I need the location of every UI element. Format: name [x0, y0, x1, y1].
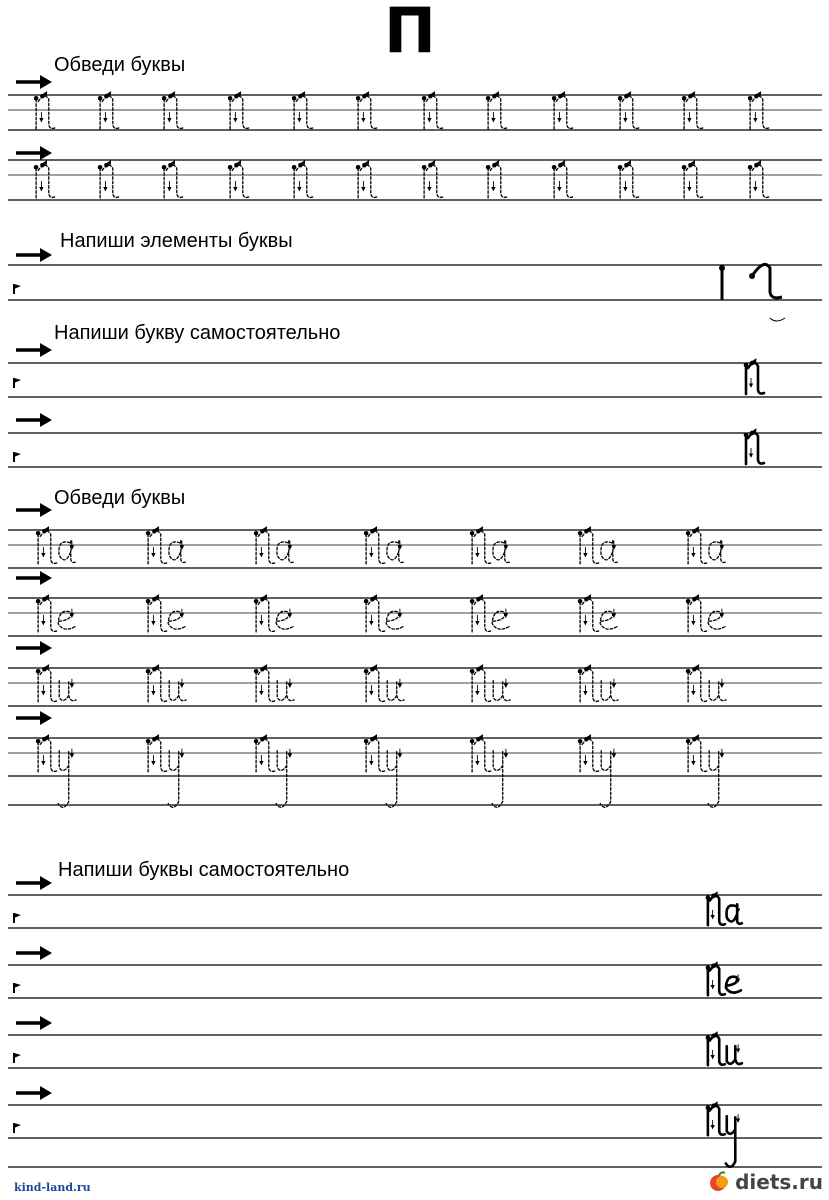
start-dot: [749, 273, 755, 279]
stroke-right: [474, 531, 491, 563]
section-title-trace-1: Обведи буквы: [54, 54, 186, 76]
letter-p-glyph: [470, 527, 491, 564]
trace-letter-p: [552, 161, 573, 198]
stroke-right: [710, 966, 725, 995]
vowel-stroke: [600, 611, 617, 629]
start-dot: [422, 165, 427, 170]
stroke-right: [38, 165, 55, 197]
start-dot: [706, 1105, 711, 1110]
start-dot: [36, 599, 41, 604]
arrow-right-icon: [16, 343, 52, 357]
stroke-right: [426, 165, 443, 197]
stroke-right: [690, 669, 707, 701]
letter-p-glyph: [254, 595, 275, 632]
letter-p-glyph: [364, 595, 385, 632]
page-title-letter: П: [384, 0, 436, 67]
start-dot: [748, 96, 753, 101]
letter-p-glyph: [706, 1032, 725, 1065]
letter-p-glyph: [146, 595, 167, 632]
start-dot: [486, 165, 491, 170]
stroke-right: [474, 669, 491, 701]
vowel-stroke: [59, 681, 76, 701]
start-dot: [146, 739, 151, 744]
vowel-stroke: [709, 681, 726, 701]
arrow-right-icon: [16, 75, 52, 89]
vowel-stroke: [386, 611, 403, 629]
arrow-right-icon: [16, 571, 52, 585]
trace-letter-p: [162, 161, 183, 198]
arrow-head: [40, 571, 52, 585]
letter-p-glyph: [36, 665, 57, 702]
start-dot: [486, 96, 491, 101]
letter-p-glyph: [364, 527, 385, 564]
arrow-right-icon: [16, 641, 52, 655]
trace-letter-p: [98, 92, 119, 129]
sample-syllable: [706, 1032, 742, 1065]
stroke-right: [690, 739, 707, 771]
vowel-stroke: [493, 541, 510, 563]
letter-p-glyph: [470, 665, 491, 702]
stroke-right: [296, 165, 313, 197]
stroke-right: [102, 96, 119, 128]
stroke-right: [710, 1106, 725, 1135]
stroke-right: [150, 531, 167, 563]
letter-p-glyph: [36, 595, 57, 632]
vowel-stroke: [493, 681, 510, 701]
flag-icon: [14, 378, 21, 388]
trace-letter-p: [422, 161, 443, 198]
trace-letter-p: [748, 161, 769, 198]
arrow-right-icon: [16, 711, 52, 725]
start-dot: [706, 895, 711, 900]
stroke-right: [360, 96, 377, 128]
start-dot: [744, 363, 749, 368]
stroke-right: [232, 165, 249, 197]
trace-letter-p: [682, 92, 703, 129]
stroke-right: [690, 599, 707, 631]
start-dot: [228, 96, 233, 101]
stroke-right: [40, 599, 57, 631]
start-dot: [254, 531, 259, 536]
start-dot: [682, 96, 687, 101]
start-dot: [364, 739, 369, 744]
trace-syllable: [686, 595, 725, 632]
stroke-right: [474, 599, 491, 631]
vowel-stroke: [387, 681, 404, 701]
vowel-stroke: [168, 751, 179, 808]
trace-letter-p: [552, 92, 573, 129]
stroke-right: [690, 531, 707, 563]
stroke-right: [38, 96, 55, 128]
vowel-stroke: [600, 751, 611, 808]
letter-p-glyph: [578, 595, 599, 632]
letter-p-glyph: [686, 595, 707, 632]
stroke-right: [748, 433, 764, 464]
start-dot: [162, 165, 167, 170]
letter-p-glyph: [686, 735, 707, 772]
trace-letter-p: [356, 92, 377, 129]
start-dot: [254, 669, 259, 674]
trace-syllable: [254, 527, 294, 564]
vowel-stroke: [169, 541, 186, 563]
start-dot: [364, 531, 369, 536]
flag-icon: [14, 284, 21, 294]
trace-syllable: [364, 665, 404, 702]
stroke-right: [622, 96, 639, 128]
trace-letter-p: [162, 92, 183, 129]
letter-p-glyph: [254, 665, 275, 702]
trace-letter-p: [292, 92, 313, 129]
start-dot: [470, 599, 475, 604]
trace-syllable: [36, 527, 76, 564]
stroke-right: [752, 165, 769, 197]
letter-p-glyph: [254, 527, 275, 564]
sample-letter-p: [744, 359, 764, 394]
stroke-right: [166, 165, 183, 197]
start-dot: [36, 669, 41, 674]
arrow-head: [40, 146, 52, 160]
start-dot: [98, 96, 103, 101]
start-dot: [552, 165, 557, 170]
trace-letter-p: [682, 161, 703, 198]
flag-icon: [14, 452, 21, 462]
arrow-right-icon: [16, 1016, 52, 1030]
letter-p-glyph: [254, 735, 275, 772]
trace-letter-p: [292, 161, 313, 198]
arrow-head: [40, 1086, 52, 1100]
trace-syllable: [364, 595, 403, 632]
trace-syllable: [146, 665, 186, 702]
section-title-self-1: Напиши букву самостоятельно: [54, 322, 341, 344]
sample-syllable: [706, 1102, 739, 1167]
arrow-head: [40, 946, 52, 960]
trace-syllable: [146, 735, 182, 807]
letter-p-glyph: [686, 527, 707, 564]
stroke-right: [258, 531, 275, 563]
trace-syllable: [470, 527, 510, 564]
start-dot: [34, 165, 39, 170]
letter-p-glyph: [706, 1102, 725, 1135]
trace-syllable: [470, 665, 510, 702]
stroke-right: [166, 96, 183, 128]
trace-letter-p: [356, 161, 377, 198]
start-dot: [618, 96, 623, 101]
arrow-head: [40, 75, 52, 89]
trace-syllable: [146, 595, 185, 632]
arrow-right-icon: [16, 876, 52, 890]
letter-p-glyph: [706, 892, 725, 925]
letter-p-glyph: [686, 665, 707, 702]
start-dot: [744, 433, 749, 438]
vowel-stroke: [492, 751, 503, 808]
watermark-kind-land: kind-land.ru: [14, 1181, 91, 1194]
section-title-self-2: Напиши буквы самостоятельно: [58, 859, 350, 881]
letter-p-glyph: [470, 735, 491, 772]
stroke-right: [490, 96, 507, 128]
vowel-stroke: [276, 751, 287, 808]
arrow-head: [40, 248, 52, 262]
start-dot: [292, 96, 297, 101]
stroke-right: [710, 896, 725, 925]
start-dot: [552, 96, 557, 101]
letter-p-glyph: [36, 735, 57, 772]
sample-syllable: [706, 892, 742, 925]
trace-syllable: [254, 735, 290, 807]
section-title-trace-2: Обведи буквы: [54, 487, 186, 509]
arrow-head: [40, 711, 52, 725]
stroke-right: [258, 599, 275, 631]
vowel-stroke: [727, 1046, 742, 1064]
letter-p-glyph: [706, 962, 725, 995]
vowel-stroke: [727, 904, 742, 924]
arrow-head: [40, 503, 52, 517]
apple-icon: [708, 1170, 730, 1192]
start-dot: [686, 739, 691, 744]
flag-cloth: [14, 452, 21, 457]
start-dot: [470, 669, 475, 674]
trace-syllable: [686, 735, 722, 807]
arrow-right-icon: [16, 146, 52, 160]
trace-syllable: [686, 665, 726, 702]
arrow-right-icon: [16, 1086, 52, 1100]
vowel-stroke: [168, 611, 185, 629]
start-dot: [364, 599, 369, 604]
stroke-right: [150, 739, 167, 771]
stroke-right: [686, 96, 703, 128]
trace-syllable: [254, 665, 294, 702]
stroke-right: [748, 363, 764, 394]
sample-letter-p: [744, 429, 764, 464]
stroke-right: [40, 531, 57, 563]
stroke-right: [258, 669, 275, 701]
stroke-right: [426, 96, 443, 128]
stroke-right: [474, 739, 491, 771]
vowel-stroke: [601, 541, 618, 563]
vowel-stroke: [708, 611, 725, 629]
trace-letter-p: [618, 92, 639, 129]
arrow-head: [40, 641, 52, 655]
vowel-stroke: [387, 541, 404, 563]
stroke-right: [622, 165, 639, 197]
vowel-stroke: [58, 611, 75, 629]
letter-p-glyph: [146, 527, 167, 564]
start-dot: [748, 165, 753, 170]
vowel-stroke: [58, 751, 69, 808]
trace-letter-p: [486, 92, 507, 129]
watermark-diets: diets.ru: [735, 1170, 823, 1194]
start-dot: [254, 599, 259, 604]
element-hook: [752, 264, 782, 297]
stroke-right: [40, 669, 57, 701]
arrow-head: [40, 876, 52, 890]
start-dot: [686, 599, 691, 604]
letter-p-glyph: [364, 665, 385, 702]
start-dot: [34, 96, 39, 101]
arrow-right-icon: [16, 946, 52, 960]
trace-syllable: [578, 527, 618, 564]
letter-p-glyph: [146, 735, 167, 772]
trace-syllable: [686, 527, 726, 564]
start-dot: [719, 265, 725, 271]
vowel-stroke: [726, 977, 741, 993]
stroke-right: [490, 165, 507, 197]
arrow-head: [40, 343, 52, 357]
trace-syllable: [36, 595, 75, 632]
trace-syllable: [254, 595, 293, 632]
start-dot: [470, 531, 475, 536]
trace-letter-p: [228, 161, 249, 198]
start-dot: [682, 165, 687, 170]
start-dot: [578, 531, 583, 536]
vowel-stroke: [709, 541, 726, 563]
start-dot: [146, 669, 151, 674]
stroke-right: [360, 165, 377, 197]
vowel-stroke: [386, 751, 397, 808]
start-dot: [618, 165, 623, 170]
letter-p-glyph: [364, 735, 385, 772]
trace-syllable: [470, 735, 506, 807]
start-dot: [578, 599, 583, 604]
stroke-right: [582, 599, 599, 631]
vowel-stroke: [726, 1116, 735, 1167]
letter-p-glyph: [578, 527, 599, 564]
stroke-right: [582, 531, 599, 563]
stroke-right: [686, 165, 703, 197]
start-dot: [356, 96, 361, 101]
letter-p-glyph: [36, 527, 57, 564]
stroke-right: [582, 739, 599, 771]
trace-letter-p: [34, 92, 55, 129]
flag-icon: [14, 1123, 21, 1133]
start-dot: [686, 669, 691, 674]
arrow-right-icon: [16, 413, 52, 427]
trace-letter-p: [748, 92, 769, 129]
trace-syllable: [146, 527, 186, 564]
stroke-right: [368, 669, 385, 701]
start-dot: [706, 965, 711, 970]
flag-cloth: [14, 983, 21, 988]
stroke-right: [556, 165, 573, 197]
flag-icon: [14, 913, 21, 923]
vowel-stroke: [277, 541, 294, 563]
trace-letter-p: [618, 161, 639, 198]
arrow-right-icon: [16, 248, 52, 262]
letter-p-glyph: [470, 595, 491, 632]
section-title-elements: Напиши элементы буквы: [60, 230, 293, 252]
trace-syllable: [36, 665, 76, 702]
arrow-head: [40, 1016, 52, 1030]
flag-cloth: [14, 284, 21, 289]
start-dot: [36, 531, 41, 536]
flag-cloth: [14, 913, 21, 918]
start-dot: [422, 96, 427, 101]
stroke-right: [232, 96, 249, 128]
trace-syllable: [364, 527, 404, 564]
start-dot: [356, 165, 361, 170]
start-dot: [146, 599, 151, 604]
stroke-right: [368, 739, 385, 771]
start-dot: [706, 1035, 711, 1040]
trace-syllable: [364, 735, 400, 807]
stroke-right: [582, 669, 599, 701]
flag-cloth: [14, 1123, 21, 1128]
direction-arrow: [770, 318, 785, 321]
arrow-right-icon: [16, 503, 52, 517]
start-dot: [686, 531, 691, 536]
vowel-stroke: [708, 751, 719, 808]
trace-syllable: [578, 595, 617, 632]
start-dot: [578, 739, 583, 744]
stroke-right: [368, 599, 385, 631]
vowel-stroke: [169, 681, 186, 701]
flag-icon: [14, 983, 21, 993]
start-dot: [578, 669, 583, 674]
flag-cloth: [14, 1053, 21, 1058]
start-dot: [162, 96, 167, 101]
trace-letter-p: [422, 92, 443, 129]
stroke-right: [258, 739, 275, 771]
stroke-right: [102, 165, 119, 197]
start-dot: [36, 739, 41, 744]
vowel-stroke: [492, 611, 509, 629]
vowel-stroke: [276, 611, 293, 629]
stroke-right: [556, 96, 573, 128]
trace-letter-p: [34, 161, 55, 198]
stroke-right: [150, 669, 167, 701]
trace-syllable: [578, 665, 618, 702]
letter-p-glyph: [578, 735, 599, 772]
flag-cloth: [14, 378, 21, 383]
stroke-right: [710, 1036, 725, 1065]
flag-icon: [14, 1053, 21, 1063]
trace-letter-p: [98, 161, 119, 198]
trace-syllable: [36, 735, 72, 807]
trace-letter-p: [486, 161, 507, 198]
start-dot: [98, 165, 103, 170]
trace-letter-p: [228, 92, 249, 129]
start-dot: [254, 739, 259, 744]
stroke-right: [368, 531, 385, 563]
start-dot: [470, 739, 475, 744]
trace-syllable: [470, 595, 509, 632]
vowel-stroke: [601, 681, 618, 701]
stroke-right: [296, 96, 313, 128]
start-dot: [228, 165, 233, 170]
vowel-stroke: [277, 681, 294, 701]
letter-p-glyph: [578, 665, 599, 702]
stroke-right: [150, 599, 167, 631]
start-dot: [364, 669, 369, 674]
stroke-right: [752, 96, 769, 128]
start-dot: [146, 531, 151, 536]
arrow-head: [40, 413, 52, 427]
sample-syllable: [706, 962, 741, 995]
stroke-right: [40, 739, 57, 771]
trace-syllable: [578, 735, 614, 807]
start-dot: [292, 165, 297, 170]
vowel-stroke: [59, 541, 76, 563]
letter-p-glyph: [146, 665, 167, 702]
